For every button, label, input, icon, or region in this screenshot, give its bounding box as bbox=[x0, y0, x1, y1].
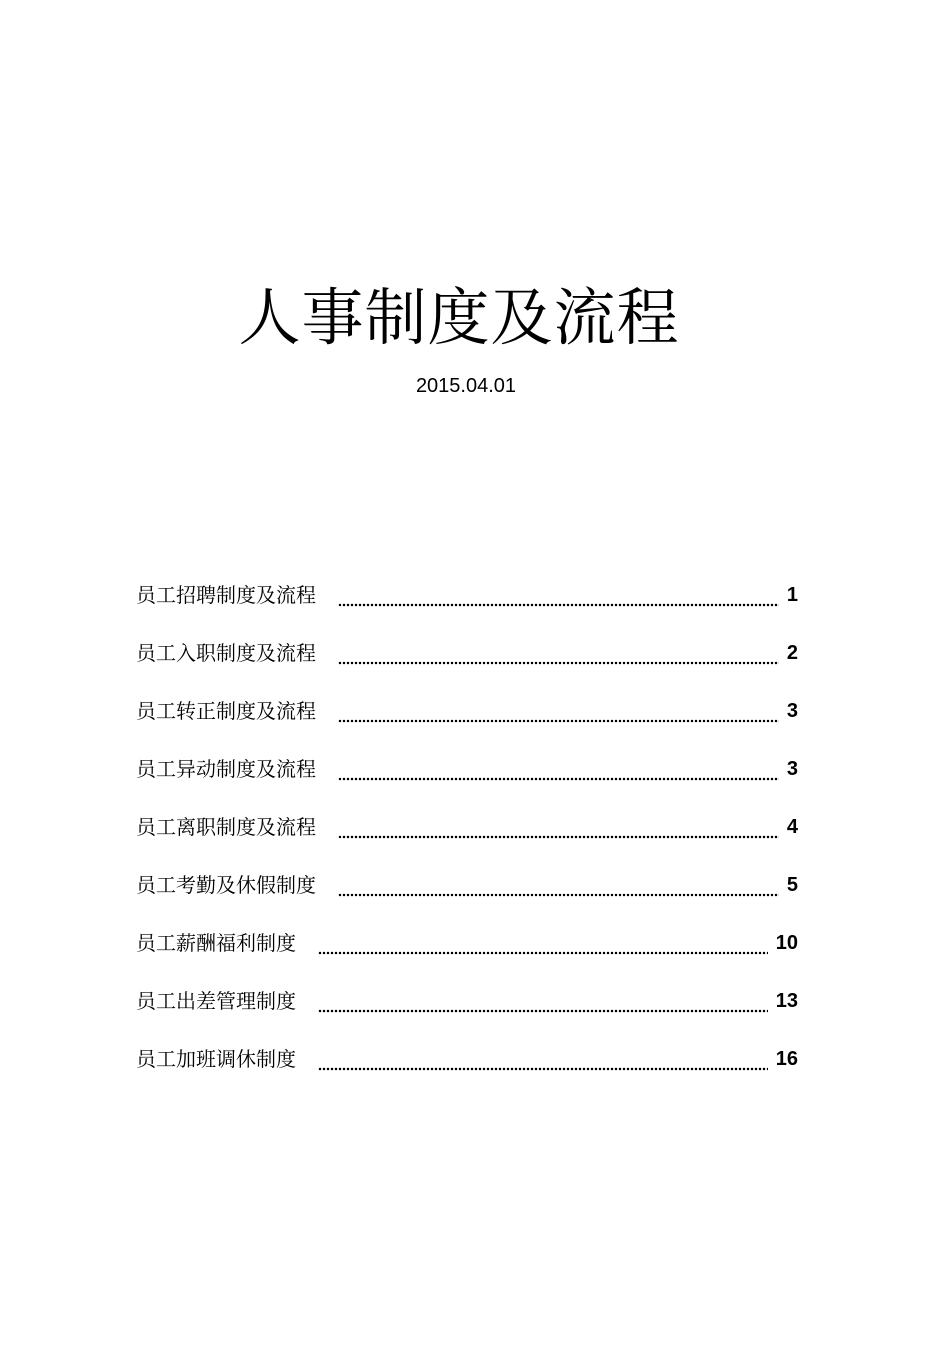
toc-entry[interactable] bbox=[136, 972, 798, 1030]
toc-entry-page: 13 bbox=[775, 990, 798, 1012]
toc-entry-label: 员工转正制度及流程 bbox=[136, 699, 316, 723]
toc-dot-leader bbox=[338, 583, 779, 607]
toc-entry-label: 员工薪酬福利制度 bbox=[136, 931, 296, 955]
toc-entry-label: 员工考勤及休假制度 bbox=[136, 873, 316, 897]
toc-entry[interactable] bbox=[136, 624, 798, 682]
toc-entry[interactable] bbox=[136, 914, 798, 972]
toc-entry-page: 5 bbox=[786, 874, 798, 896]
table-of-contents bbox=[136, 566, 798, 1088]
toc-entry[interactable] bbox=[136, 856, 798, 914]
toc-dot-leader bbox=[318, 1047, 768, 1071]
toc-dot-leader bbox=[338, 873, 779, 897]
toc-dot-leader bbox=[338, 699, 779, 723]
toc-entry[interactable] bbox=[136, 682, 798, 740]
toc-entry-label: 员工出差管理制度 bbox=[136, 989, 296, 1013]
toc-entry-page: 1 bbox=[786, 584, 798, 606]
toc-dot-leader bbox=[338, 641, 779, 665]
toc-entry-page: 10 bbox=[775, 932, 798, 954]
toc-entry-label: 员工离职制度及流程 bbox=[136, 815, 316, 839]
document-title: 人事制度及流程 bbox=[238, 281, 680, 354]
toc-entry-label: 员工异动制度及流程 bbox=[136, 757, 316, 781]
toc-dot-leader bbox=[338, 757, 779, 781]
toc-entry-label: 员工招聘制度及流程 bbox=[136, 583, 316, 607]
toc-entry-page: 4 bbox=[786, 816, 798, 838]
toc-entry[interactable] bbox=[136, 740, 798, 798]
toc-entry-label: 员工加班调休制度 bbox=[136, 1047, 296, 1071]
document-date: 2015.04.01 bbox=[415, 375, 517, 397]
toc-entry[interactable] bbox=[136, 798, 798, 856]
toc-entry-page: 2 bbox=[786, 642, 798, 664]
toc-entry-page: 3 bbox=[786, 700, 798, 722]
toc-entry[interactable] bbox=[136, 1030, 798, 1088]
toc-entry-label: 员工入职制度及流程 bbox=[136, 641, 316, 665]
toc-entry-page: 3 bbox=[786, 758, 798, 780]
toc-dot-leader bbox=[338, 815, 779, 839]
toc-entry[interactable] bbox=[136, 566, 798, 624]
toc-dot-leader bbox=[318, 989, 768, 1013]
toc-dot-leader bbox=[318, 931, 768, 955]
toc-entry-page: 16 bbox=[775, 1048, 798, 1070]
